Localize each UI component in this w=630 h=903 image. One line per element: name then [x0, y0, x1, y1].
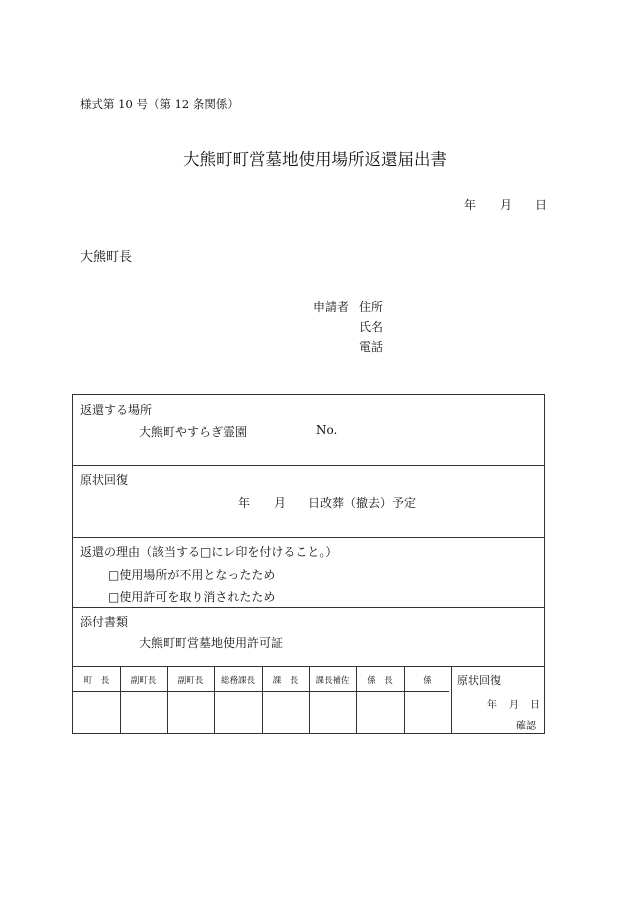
reason-label: 返還の理由（該当する□にレ印を付けること。）	[80, 545, 338, 559]
plot-number-label: No.	[316, 423, 338, 437]
cemetery-name: 大熊町やすらぎ霊園	[139, 425, 248, 439]
form-number: 様式第 10 号（第 12 条関係）	[80, 97, 239, 111]
approval-header-deputy-mayor: 副町長	[177, 676, 204, 686]
divider	[73, 465, 544, 466]
restoration-month-label: 月	[274, 496, 287, 510]
approval-header-deputy-mayor: 副町長	[130, 676, 157, 686]
form-table	[72, 394, 545, 734]
grid-line	[451, 666, 452, 733]
attachments-label: 添付書類	[80, 615, 129, 629]
divider	[73, 691, 449, 692]
applicant-phone-label: 電話	[359, 340, 384, 354]
divider	[73, 607, 544, 608]
approval-header-subsection-chief: 係 長	[367, 676, 393, 686]
confirm-label: 確認	[516, 721, 536, 732]
confirm-year-label: 年	[487, 700, 497, 711]
approval-header-staff: 係	[423, 676, 432, 686]
approval-header-assistant-chief: 課長補佐	[315, 676, 350, 686]
confirm-day-label: 日	[530, 700, 540, 711]
restoration-plan-label: 日改葬（撤去）予定	[308, 496, 417, 510]
approval-header-mayor: 町 長	[83, 676, 110, 686]
applicant-address-label: 住所	[359, 300, 384, 314]
approval-header-general-affairs-chief: 総務課長	[220, 676, 255, 686]
reason-option-unneeded[interactable]: □使用場所が不用となったため	[108, 568, 276, 582]
attachment-document: 大熊町町営墓地使用許可証	[139, 636, 284, 650]
page-title: 大熊町町営墓地使用場所返還届出書	[183, 150, 447, 169]
date-month-label: 月	[500, 198, 513, 212]
applicant-name-label: 氏名	[359, 320, 384, 334]
restoration-label: 原状回復	[80, 473, 129, 487]
confirm-month-label: 月	[509, 700, 519, 711]
restoration-year-label: 年	[238, 496, 251, 510]
reason-option-revoked[interactable]: □使用許可を取り消されたため	[108, 590, 276, 604]
approval-header-restoration: 原状回復	[457, 674, 501, 687]
divider	[73, 537, 544, 538]
applicant-label: 申請者	[313, 300, 350, 314]
approval-header-section-chief: 課 長	[272, 676, 299, 686]
return-place-label: 返還する場所	[80, 403, 153, 417]
date-year-label: 年	[464, 198, 477, 212]
date-day-label: 日	[535, 198, 548, 212]
addressee: 大熊町長	[80, 250, 133, 265]
